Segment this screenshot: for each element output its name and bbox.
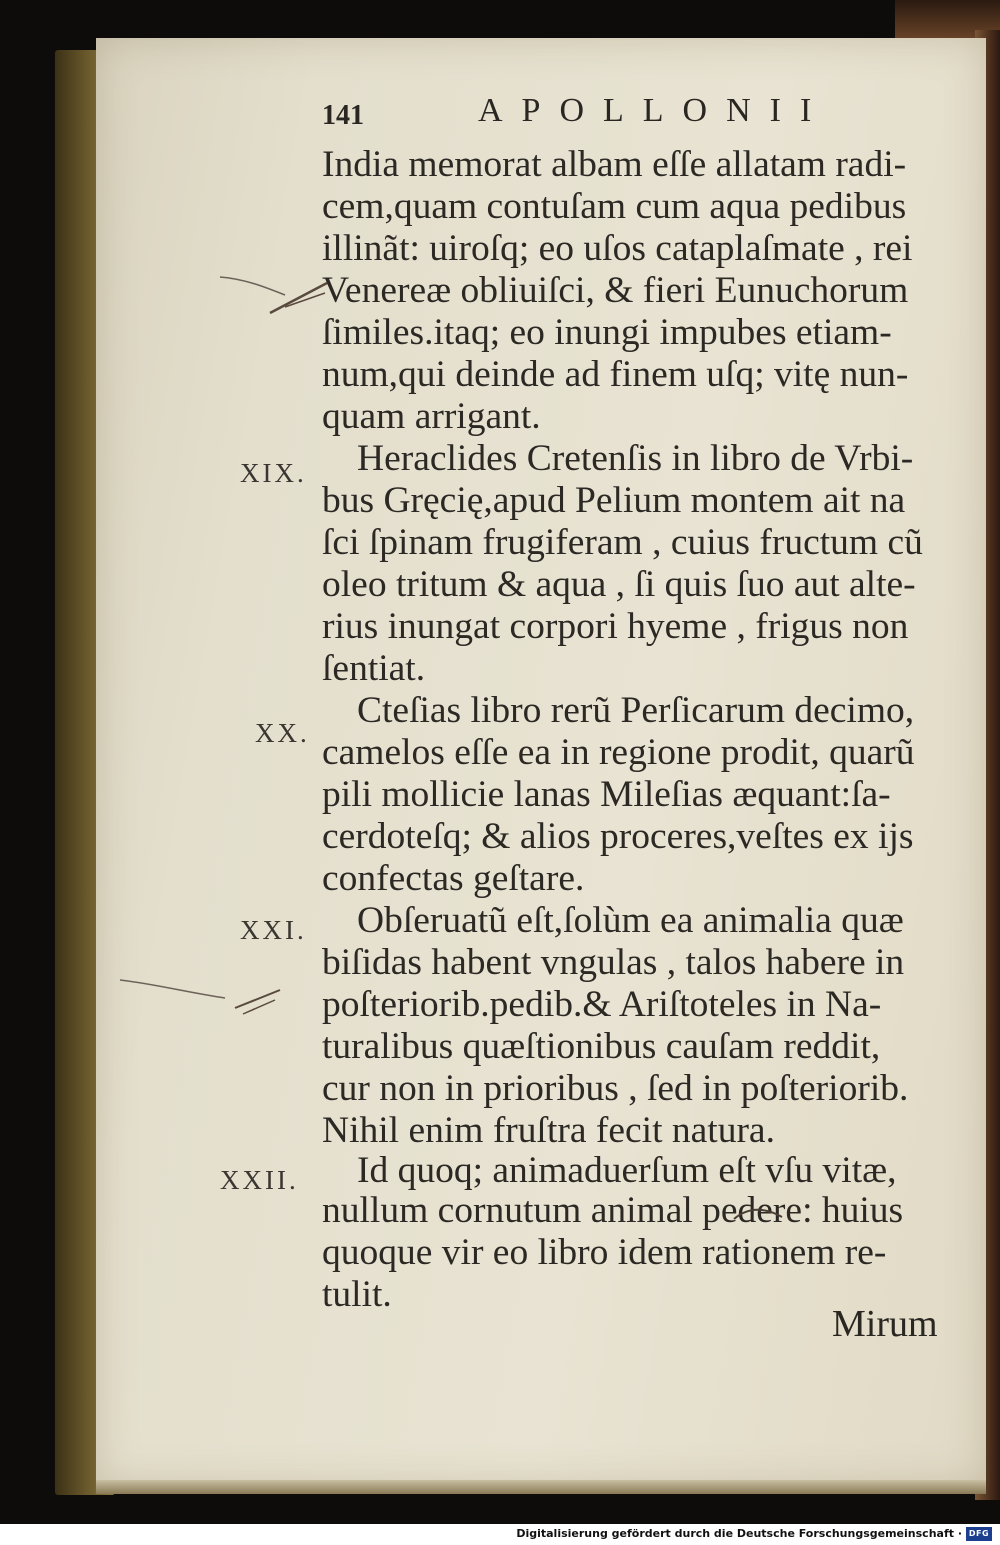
- catchword: Mirum: [832, 1303, 938, 1345]
- text-line: camelos eſſe ea in regione prodit, quarũ: [322, 732, 915, 773]
- text-line: pili mollicie lanas Mileſias æquant:ſa-: [322, 774, 891, 815]
- text-line: Venereæ obliuiſci, & fieri Eunuchorum: [322, 270, 909, 311]
- text-line: India memorat albam eſſe allatam radi-: [322, 144, 907, 185]
- margin-number-20: XX.: [255, 718, 310, 748]
- text-line: ſci ſpinam frugiferam , cuius fructum cũ: [322, 522, 923, 563]
- text-line: turalibus quæſtionibus cauſam reddit,: [322, 1026, 881, 1067]
- running-head: APOLLONII: [478, 92, 831, 129]
- margin-number-19: XIX.: [240, 458, 307, 488]
- footer-credit: Digitalisierung gefördert durch die Deutsche Forschungsgemeinschaft ·: [516, 1527, 962, 1540]
- text-line: illinãt: uiroſq; eo uſos cataplaſmate , rei: [322, 228, 913, 269]
- text-line: bus Gręcię,apud Pelium montem ait na: [322, 480, 906, 521]
- text-line: confectas geſtare.: [322, 858, 585, 899]
- footer-bar: [0, 1524, 1000, 1545]
- text-line: ſimiles.itaq; eo inungi impubes etiam-: [322, 312, 892, 353]
- text-line: Id quoq; animaduerſum eſt vſu vitæ,: [357, 1150, 897, 1191]
- text-line: nullum cornutum animal pedere: huius: [322, 1190, 904, 1231]
- margin-number-21: XXI.: [240, 915, 307, 945]
- text-line: cem,quam contuſam cum aqua pedibus: [322, 186, 907, 227]
- text-line: rius inungat corpori hyeme , frigus non: [322, 606, 909, 647]
- margin-number-22: XXII.: [220, 1165, 299, 1195]
- text-line: tulit.: [322, 1274, 392, 1315]
- text-line: cur non in prioribus , ſed in poſteriorib.: [322, 1068, 909, 1109]
- text-line: biſidas habent vngulas , talos habere in: [322, 942, 905, 983]
- page-number: 141: [322, 100, 364, 131]
- text-line: poſteriorib.pedib.& Ariſtoteles in Na-: [322, 984, 882, 1025]
- text-line: num,qui deinde ad finem uſq; vitę nun-: [322, 354, 909, 395]
- text-line: quoque vir eo libro idem rationem re-: [322, 1232, 887, 1273]
- text-line: quam arrigant.: [322, 396, 541, 437]
- text-line: ſentiat.: [322, 648, 426, 689]
- text-line: Heraclides Cretenſis in libro de Vrbi-: [357, 438, 914, 479]
- text-line: oleo tritum & aqua , ſi quis ſuo aut alte-: [322, 564, 916, 605]
- text-line: Obſeruatũ eſt,ſolùm ea animalia quæ: [357, 900, 904, 941]
- page-bottom-edge: [96, 1480, 986, 1494]
- dfg-logo: DFG: [966, 1527, 992, 1541]
- text-line: cerdoteſq; & alios proceres,veſtes ex ijs: [322, 816, 914, 857]
- text-line: Nihil enim fruſtra fecit natura.: [322, 1110, 775, 1151]
- text-line: Cteſias libro rerũ Perſicarum decimo,: [357, 690, 915, 731]
